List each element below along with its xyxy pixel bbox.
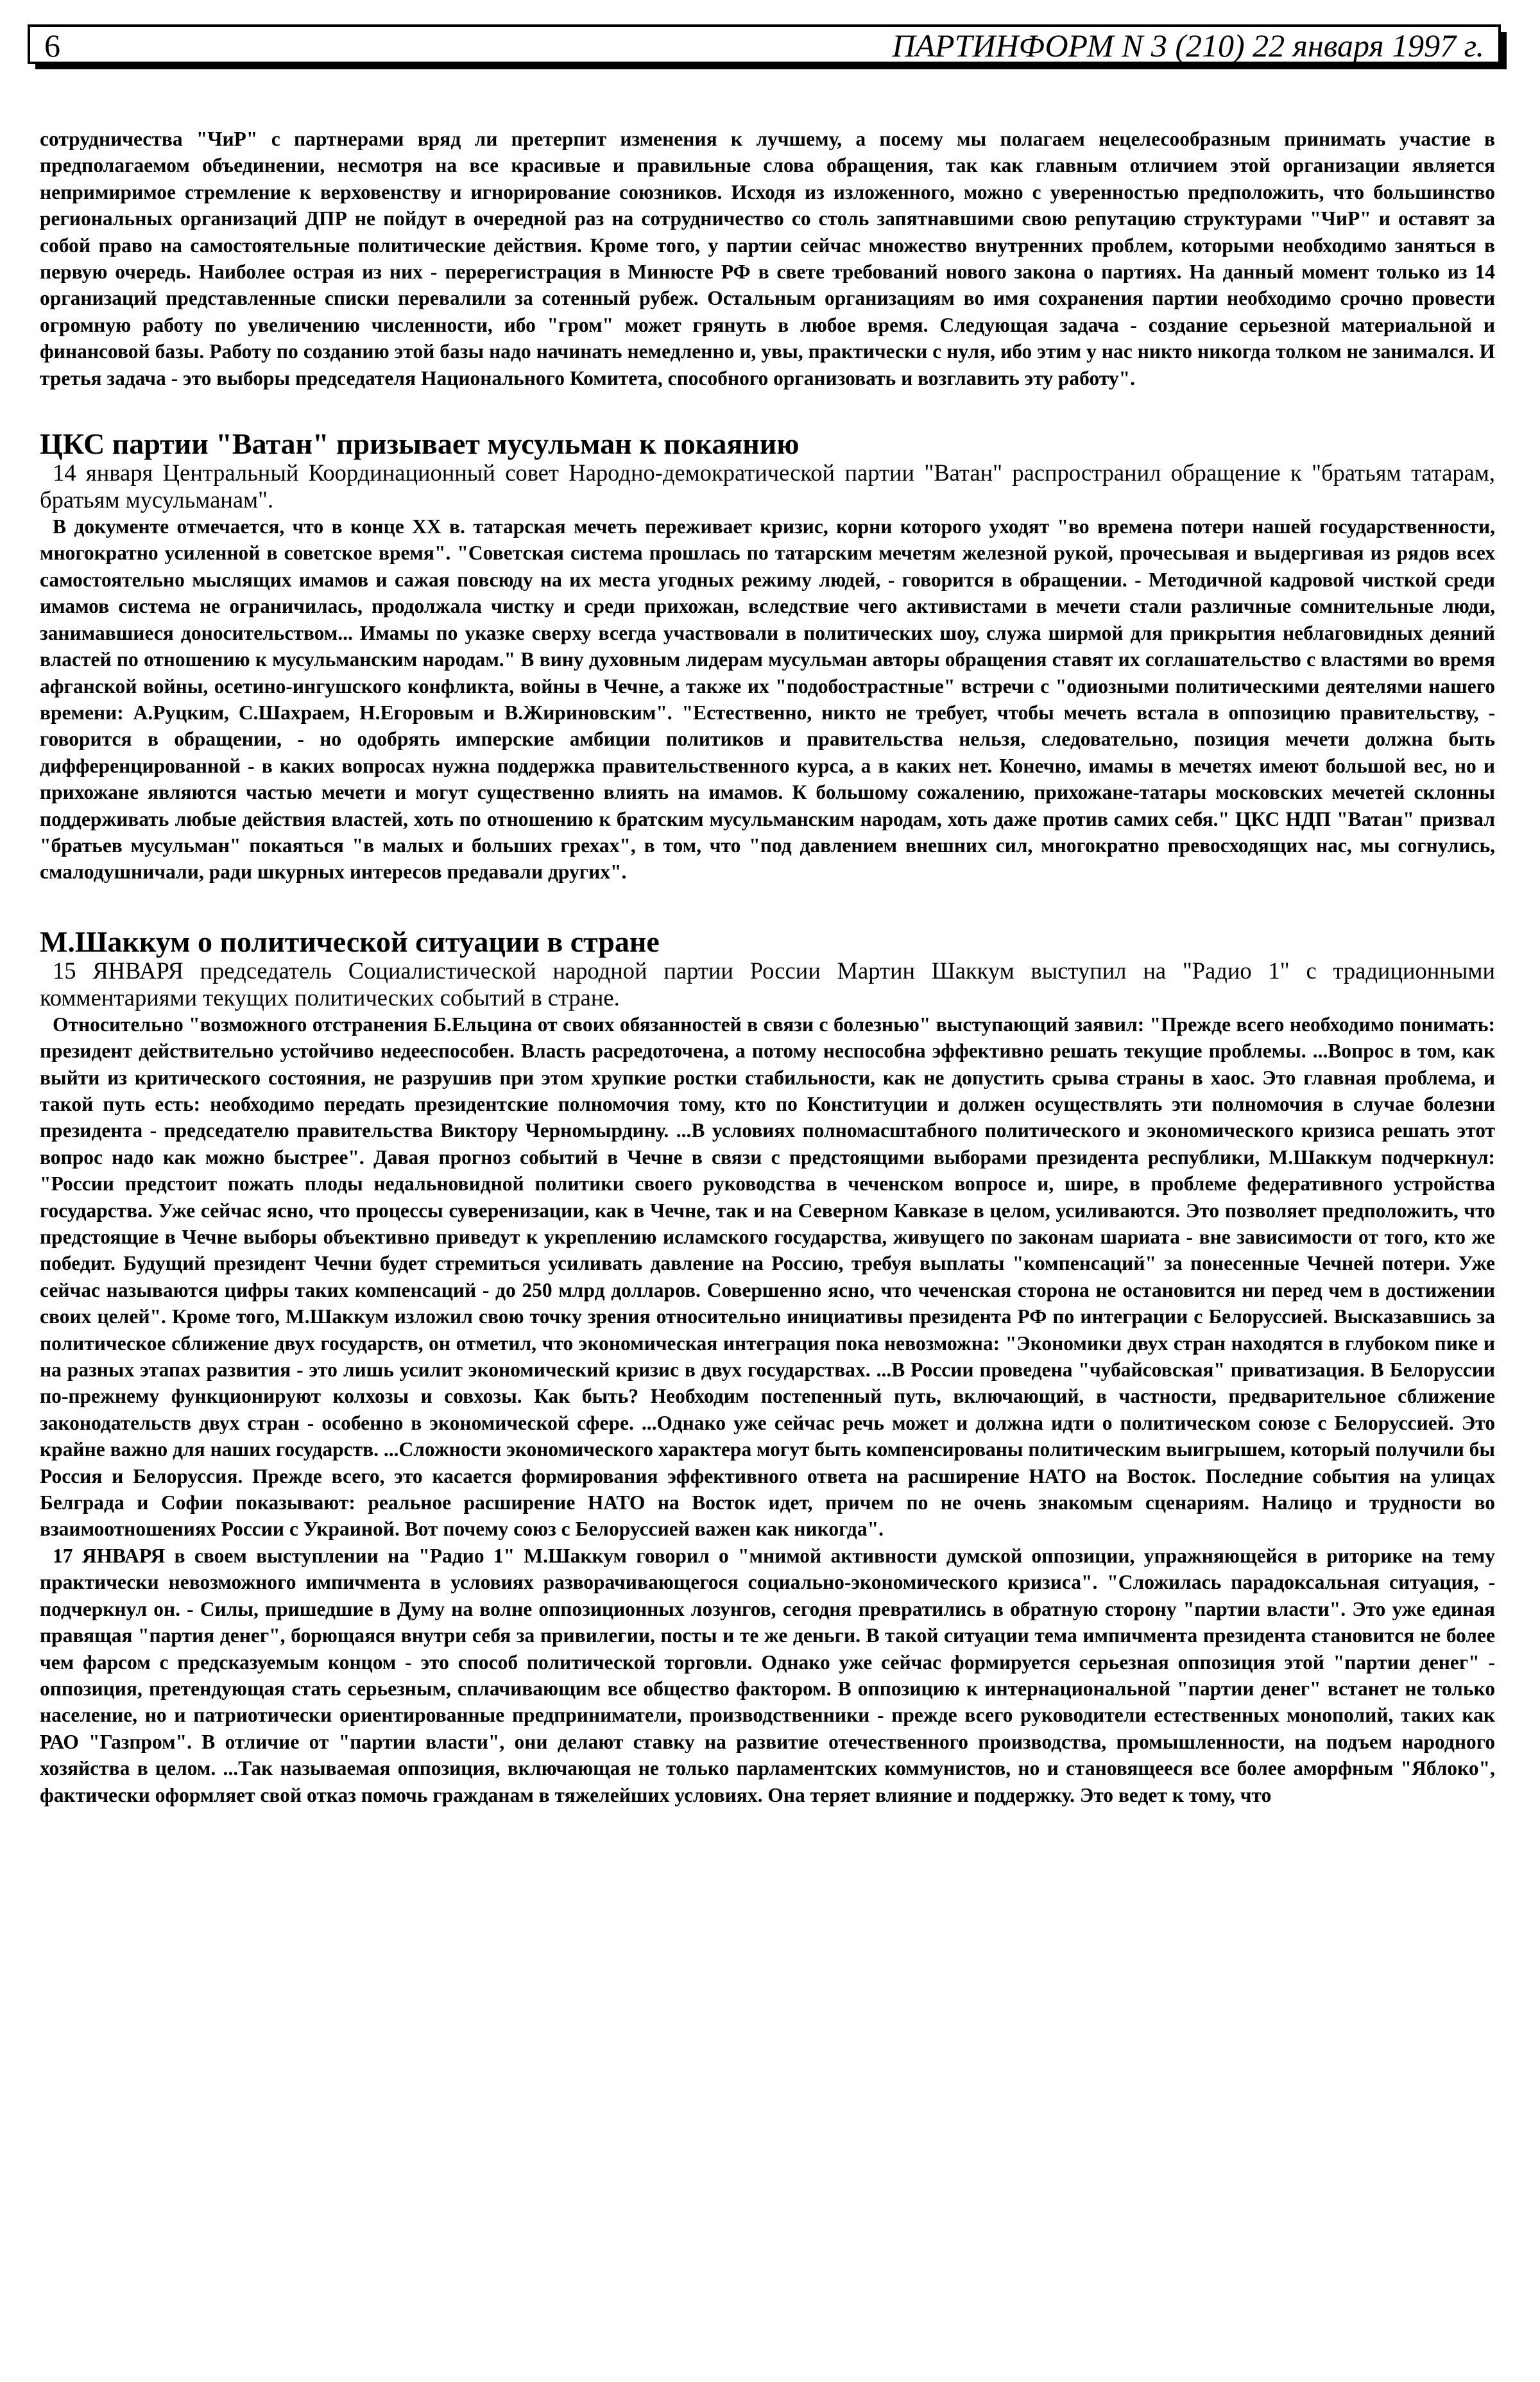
page-header	[28, 24, 1501, 64]
section-paragraph: 17 ЯНВАРЯ в своем выступлении на "Радио 1" М.Шаккум говорил о "мнимой активности думской оппозиции, упражняющейся в риторике на тему практически невозможного импичмента в условиях разворачивающегося социально-экономического кризиса". "Сложилась парадоксальная ситуация, - подчеркнул он. - Силы, пришедшие в Думу на волне оппозиционных лозунгов, сегодня превратились в обратную сторону "партии власти". Это уже единая правящая "партия денег", борющаяся внутри себя за привилегии, посты и те же деньги. В такой ситуации тема импичмента президента становится не более чем фарсом с предсказуемым концом - это способ политической торговли. Однако уже сейчас формируется серьезная оппозиция этой "партии денег" - оппозиция, претендующая стать серьезным, сплачивающим все общество фактором. В оппозицию к интернациональной "партии денег" встанет не только население, но и патриотически ориентированные предприниматели, производственники - прежде всего руководители естественных монополий, таких как РАО "Газпром". В отличие от "партии власти", они делают ставку на развитие отечественного производства, промышленности, на подъем народного хозяйства в целом. ...Так называемая оппозиция, включающая не только парламентских коммунистов, но и становящееся все более аморфным "Яблоко", фактически оформляет свой отказ помочь гражданам в тяжелейших условиях. Она теряет влияние и поддержку. Это ведет к тому, что	[40, 1544, 1495, 1806]
issue-line: ПАРТИНФОРМ N 3 (210) 22 января 1997 г.	[892, 28, 1484, 64]
continuation-paragraph: сотрудничества "ЧиР" с партнерами вряд ли претерпит изменения к лучшему, а посему мы полагаем нецелесообразным принимать участие в предполагаемом объединении, несмотря на все красивые и правильные слова обращения, так как главным отличием этой организации является непримиримое стремление к верховенству и игнорирование союзников. Исходя из изложенного, можно с уверенностью предположить, что большинство региональных организаций ДПР не пойдут в очередной раз на сотрудничество со столь запятнавшими свою репутацию структурами "ЧиР" и оставят за собой право на самостоятельные политические действия. Кроме того, у партии сейчас множество внутренних проблем, которыми необходимо заняться в первую очередь. Наиболее острая из них - перерегистрация в Минюсте РФ в свете требований нового закона о партиях. На данный момент только из 14 организаций представленные списки перевалили за сотенный рубеж. Остальным организациям во имя сохранения партии необходимо срочно провести огромную работу по увеличению численности, ибо "гром" может грянуть в любое время. Следующая задача - создание серьезной материальной и финансовой базы. Работу по созданию этой базы надо начинать немедленно и, увы, практически с нуля, ибо этим у нас никто никогда толком не занимался. И третья задача - это выборы председателя Национального Комитета, способного организовать и возглавить эту работу".	[40, 128, 1495, 390]
section-paragraph: В документе отмечается, что в конце XX в. татарская мечеть переживает кризис, корни которого уходят "во времена потери нашей государственности, многократно усиленной в советское время". "Советская система прошлась по татарским мечетям железной рукой, прочесывая и выдергивая из рядов всех самостоятельно мыслящих имамов и сажая повсюду на их места угодных режиму людей, - говорится в обращении. - Методичной кадровой чисткой среди имамов система не ограничилась, продолжала чистку и среди прихожан, вследствие чего активистами в мечети стали различные сомнительные люди, занимавшиеся доносительством... Имамы по указке сверху всегда участвовали в политических шоу, служа ширмой для прикрытия неблаговидных деяний властей по отношению к мусульманским народам." В вину духовным лидерам мусульман авторы обращения ставят их соглашательство с властями во время афганской войны, осетино-ингушского конфликта, войны в Чечне, а также их "подобострастные" встречи с "одиозными политическими деятелями нашего времени: А.Руцким, С.Шахраем, Н.Егоровым и В.Жириновским". "Естественно, никто не требует, чтобы мечеть встала в оппозицию правительству, - говорится в обращении, - но одобрять имперские амбиции политиков и правительства нельзя, следовательно, позиция мечети должна быть дифференцированной - в каких вопросах нужна поддержка правительственного курса, а в каких нет. Конечно, имамы в мечетях имеют большой вес, но и прихожане являются частью мечети и могут существенно влиять на имамов. К большому сожалению, прихожане-татары московских мечетей склонны поддерживать любые действия властей, хоть по отношению к братским мусульманским народам, хоть даже против самих себя." ЦКС НДП "Ватан" призвал "братьев мусульман" покаяться "в малых и больших грехах", в том, что "под давлением внешних сил, многократно превосходящих нас, мы согнулись, смалодушничали, ради шкурных интересов предавали других".	[40, 515, 1495, 884]
section-lead: 14 января Центральный Координационный совет Народно-демократической партии "Ватан" распространил обращение к "братьям татарам, братьям мусульманам".	[40, 459, 1495, 513]
section-title: М.Шаккум о политической ситуации в стране	[40, 925, 660, 958]
section-lead: 15 ЯНВАРЯ председатель Социалистической народной партии России Мартин Шаккум выступил на "Радио 1" с традиционными комментариями текущих политических событий в стране.	[40, 957, 1495, 1011]
section-paragraph: Относительно "возможного отстранения Б.Ельцина от своих обязанностей в связи с болезнью" выступающий заявил: "Прежде всего необходимо понимать: президент действительно устойчиво недееспособен. Власть расредоточена, а потому неспособна эффективно решать текущие проблемы. ...Вопрос в том, как выйти из критического состояния, не разрушив при этом хрупкие ростки стабильности, как не допустить срыва страны в хаос. Это главная проблема, и такой путь есть: необходимо передать президентские полномочия тому, кто по Конституции и должен осуществлять эти полномочия в случае болезни президента - председателю правительства Виктору Черномырдину. ...В условиях полномасштабного политического и экономического кризиса решать этот вопрос надо как можно быстрее". Давая прогноз событий в Чечне в связи с предстоящими выборами президента республики, М.Шаккум подчеркнул: "России предстоит пожать плоды недальновидной политики своего руководства в чеченском вопросе и, шире, в проблеме федеративного устройства государства. Уже сейчас ясно, что процессы суверенизации, как в Чечне, так и на Северном Кавказе в целом, усиливаются. Это позволяет предположить, что предстоящие в Чечне выборы объективно приведут к укреплению исламского государства, живущего по законам шариата - вне зависимости от того, кто же победит. Будущий президент Чечни будет стремиться усиливать давление на Россию, требуя выплаты "компенсаций" за понесенные Чечней потери. Уже сейчас называются цифры таких компенсаций - до 250 млрд долларов. Совершенно ясно, что чеченская сторона не остановится ни перед чем в достижении своих целей". Кроме того, М.Шаккум изложил свою точку зрения относительно инициативы президента РФ по интеграции с Белоруссией. Высказавшись за политическое сближение двух государств, он отметил, что экономическая интеграция пока невозможна: "Экономики двух стран находятся в глубоком пике и на разных этапах развития - это лишь усилит экономический кризис в двух государствах. ...В России проведена "чубайсовская" приватизация. В Белоруссии по-прежнему функционируют колхозы и совхозы. Как быть? Необходим постепенный путь, включающий, в частности, предварительное сближение законодательств двух стран - особенно в экономической сфере. ...Однако уже сейчас речь может и должна идти о политическом союзе с Белоруссией. Это крайне важно для наших государств. ...Сложности экономического характера могут быть компенсированы политическим выигрышем, который получили бы Россия и Белоруссия. Прежде всего, это касается формирования эффективного ответа на расширение НАТО на Восток. Последние события на улицах Белграда и Софии показывают: реальное расширение НАТО на Восток идет, причем по не очень знакомым сценариям. Налицо и трудности во взаимоотношениях России с Украиной. Вот почему союз с Белоруссией важен как никогда".	[40, 1013, 1495, 1541]
page-number: 6	[44, 28, 60, 64]
article-body	[40, 126, 1495, 1808]
header-shadow-bottom	[35, 64, 1507, 69]
section-title: ЦКС партии "Ватан" призывает мусульман к покаянию	[40, 427, 800, 461]
